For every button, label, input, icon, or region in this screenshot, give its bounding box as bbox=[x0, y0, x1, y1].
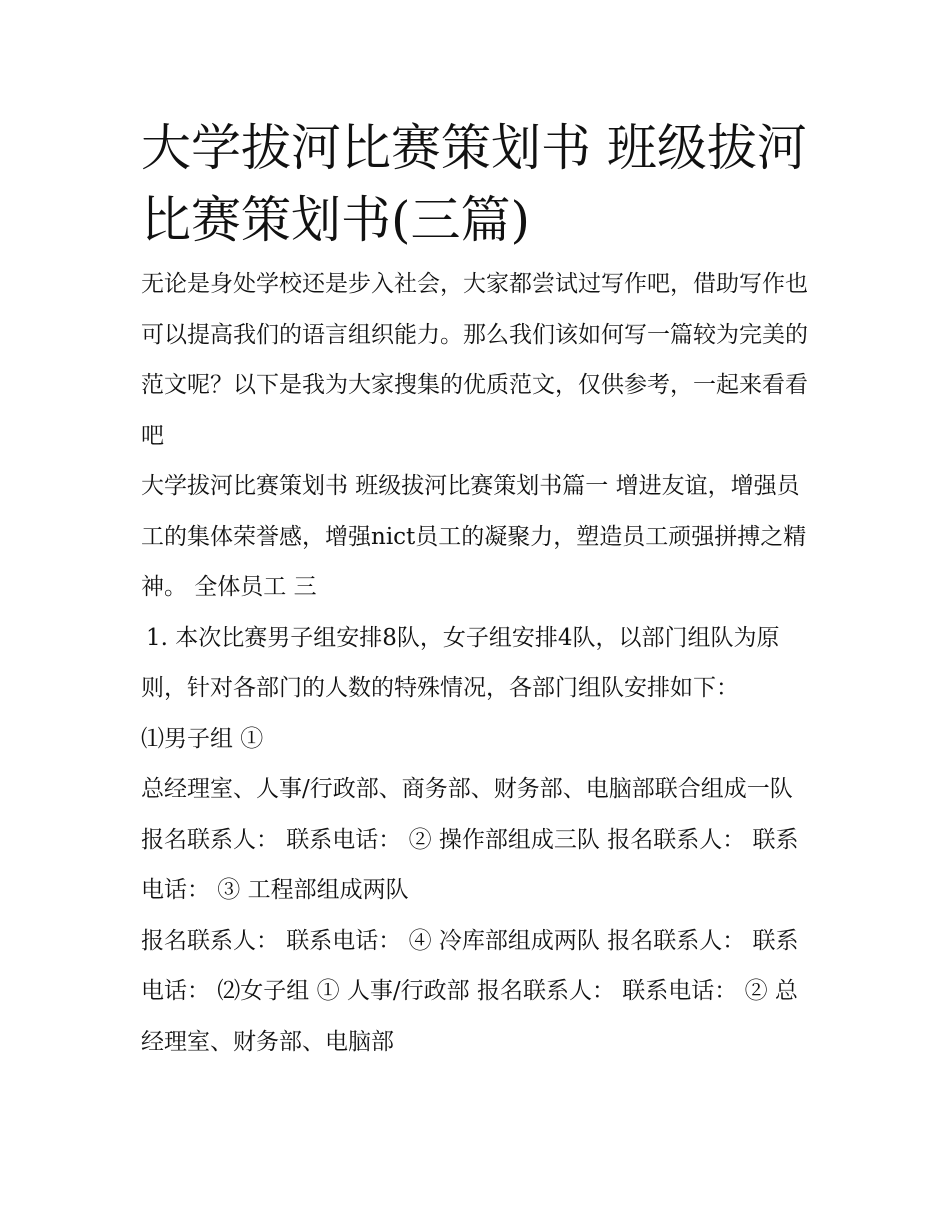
document-title: 大学拔河比赛策划书 班级拔河比赛策划书(三篇) bbox=[141, 119, 807, 249]
document-page bbox=[141, 112, 813, 1067]
women-teams-paragraph: 报名联系人： 联系电话： ④ 冷库部组成两队 报名联系人： 联系电话： ⑵女子组 ① 人事/行政部 报名联系人： 联系电话： ② 总经理室、财务部、电脑部 bbox=[141, 927, 799, 1055]
team-arrangement-paragraph: 1. 本次比赛男子组安排8队，女子组安排4队，以部门组队为原则，针对各部门的人数的特殊情况，各部门组队安排如下： bbox=[141, 624, 780, 701]
men-group-heading: ⑴男子组 ① bbox=[141, 725, 264, 752]
intro-paragraph: 无论是身处学校还是步入社会，大家都尝试过写作吧，借助写作也可以提高我们的语言组织能力。那么我们该如何写一篇较为完美的范文呢？以下是我为大家搜集的优质范文，仅供参考，一起来看看吧 bbox=[141, 271, 808, 449]
section-one-paragraph: 大学拔河比赛策划书 班级拔河比赛策划书篇一 增进友谊，增强员工的集体荣誉感，增强nict员工的凝聚力，塑造员工顽强拼搏之精神。 全体员工 三 bbox=[141, 473, 807, 600]
men-teams-paragraph: 总经理室、人事/行政部、商务部、财务部、电脑部联合组成一队 报名联系人： 联系电话： ② 操作部组成三队 报名联系人： 联系电话： ③ 工程部组成两队 bbox=[141, 776, 799, 903]
